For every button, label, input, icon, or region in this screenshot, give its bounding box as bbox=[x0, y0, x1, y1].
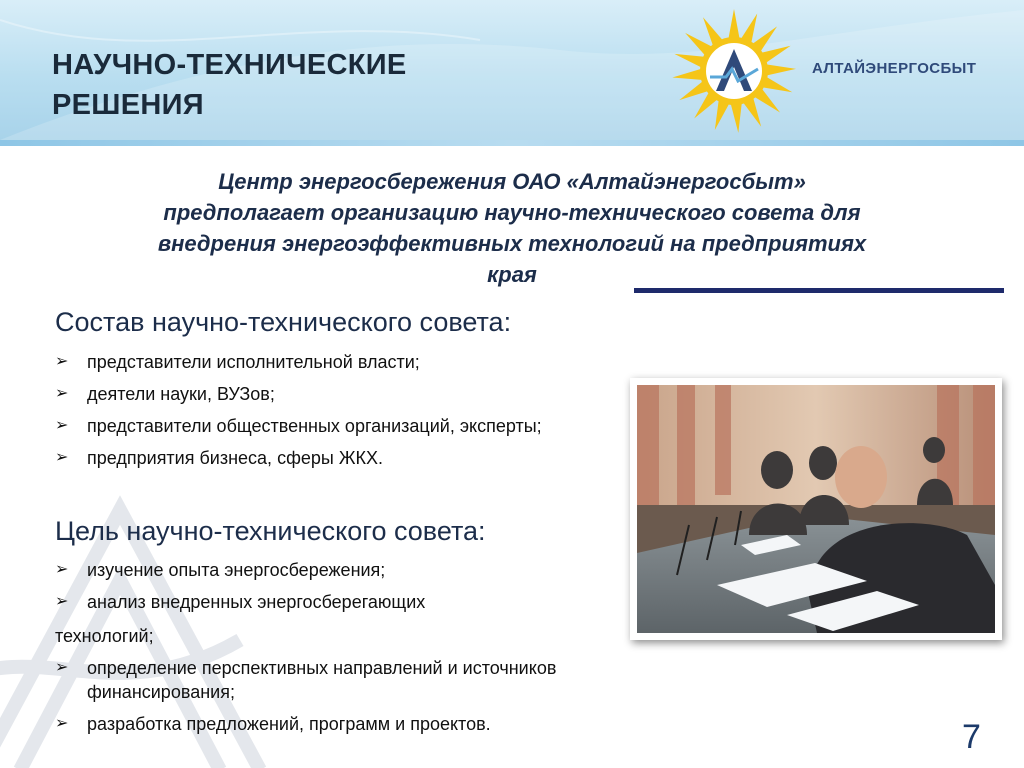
intro-paragraph bbox=[40, 166, 984, 290]
goal-heading: Цель научно-технического совета: bbox=[55, 516, 486, 546]
intro-underline-rule bbox=[634, 288, 1004, 293]
arrow-bullet-icon: ➢ bbox=[55, 353, 69, 370]
intro-line-1: Центр энергосбережения ОАО «Алтайэнергосбыт» bbox=[218, 169, 806, 194]
brand-name: АЛТАЙЭНЕРГОСБЫТ bbox=[812, 60, 977, 77]
list-item-text: разработка предложений, программ и проектов. bbox=[87, 714, 491, 734]
intro-line-3: внедрения энергоэффективных технологий на предприятиях bbox=[157, 231, 867, 256]
goal-list-continued bbox=[55, 656, 627, 744]
list-item-text: деятели науки, ВУЗов; bbox=[87, 384, 275, 404]
slide-title-line-1: НАУЧНО-ТЕХНИЧЕСКИЕ bbox=[52, 49, 407, 81]
list-item bbox=[55, 558, 627, 582]
list-item bbox=[55, 656, 587, 704]
intro-line-4: края bbox=[487, 262, 537, 287]
composition-list bbox=[55, 350, 627, 478]
arrow-bullet-icon: ➢ bbox=[55, 385, 69, 402]
arrow-bullet-icon: ➢ bbox=[55, 449, 69, 466]
list-item-text: представители общественных организаций, эксперты; bbox=[87, 416, 542, 436]
arrow-bullet-icon: ➢ bbox=[55, 659, 69, 676]
arrow-bullet-icon: ➢ bbox=[55, 561, 69, 578]
arrow-bullet-icon: ➢ bbox=[55, 593, 69, 610]
list-item bbox=[55, 712, 627, 736]
list-item-text: представители исполнительной власти; bbox=[87, 352, 420, 372]
altaienergosbyt-sun-logo-icon bbox=[664, 6, 804, 136]
list-item-continuation: технологий; bbox=[55, 626, 154, 646]
list-item bbox=[55, 414, 567, 438]
arrow-bullet-icon: ➢ bbox=[55, 715, 69, 732]
list-item bbox=[55, 350, 627, 374]
arrow-bullet-icon: ➢ bbox=[55, 417, 69, 434]
slide-title-line-2: РЕШЕНИЯ bbox=[52, 89, 204, 121]
list-item-text: изучение опыта энергосбережения; bbox=[87, 560, 386, 580]
intro-line-2: предполагает организацию научно-технического совета для bbox=[163, 200, 861, 225]
header-divider bbox=[0, 140, 1024, 146]
list-item bbox=[55, 382, 627, 406]
slide-title bbox=[52, 45, 572, 125]
list-item bbox=[55, 446, 627, 470]
page-number: 7 bbox=[962, 718, 981, 756]
list-item-text: определение перспективных направлений и источников финансирования; bbox=[87, 658, 557, 702]
goal-list bbox=[55, 558, 627, 616]
list-item-text: предприятия бизнеса, сферы ЖКХ. bbox=[87, 448, 383, 468]
meeting-photo bbox=[637, 385, 995, 633]
meeting-photo-frame bbox=[630, 378, 1002, 640]
composition-heading: Состав научно-технического совета: bbox=[55, 307, 512, 337]
list-item bbox=[55, 590, 627, 614]
list-item-text: анализ внедренных энергосберегающих bbox=[87, 592, 426, 612]
